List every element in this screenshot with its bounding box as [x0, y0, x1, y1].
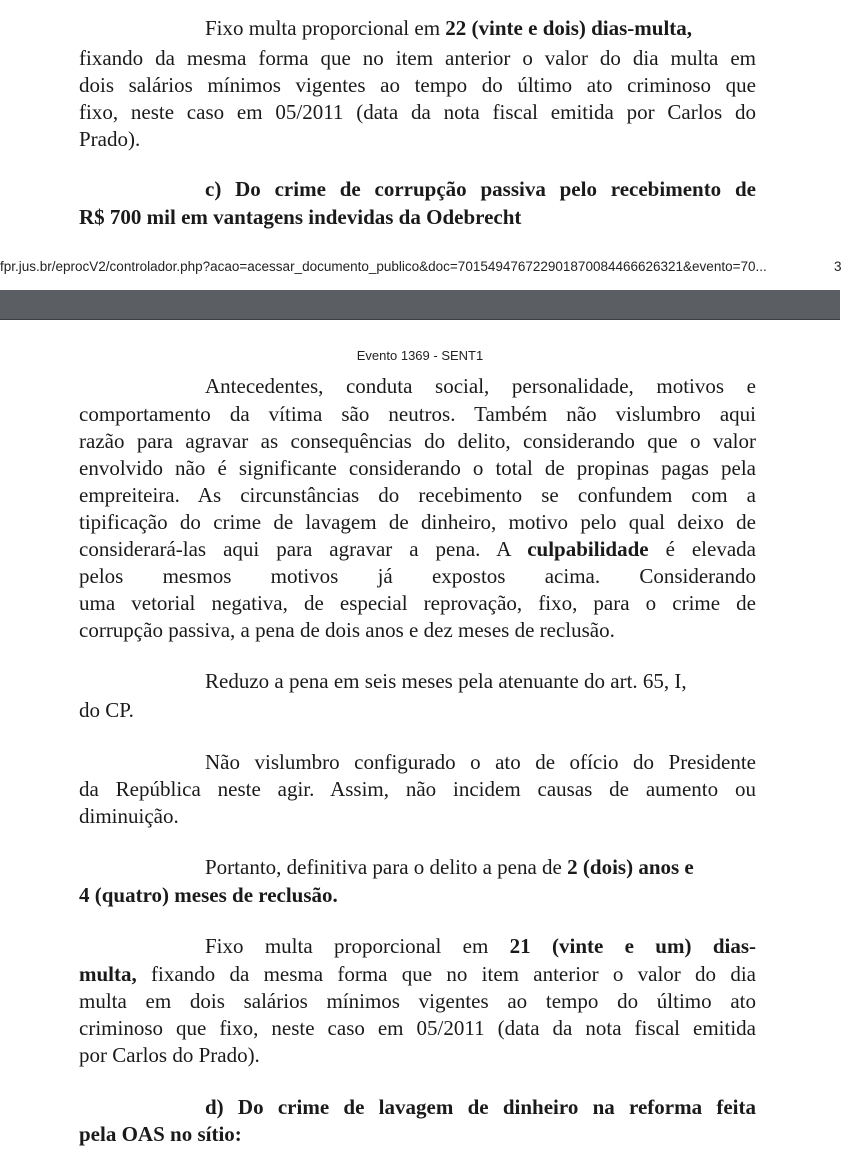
text-line	[79, 960, 756, 988]
page-url-footer	[0, 252, 840, 282]
text-line: pelos mesmos motivos já expostos acima. Considerando	[79, 564, 756, 588]
text-line: tipificação do crime de lavagem de dinheiro, motivo pelo qual deixo de	[79, 510, 756, 534]
text-line	[205, 14, 756, 42]
document-url[interactable]: fpr.jus.br/eprocV2/controlador.php?acao=acessar_documento_publico&doc=701549476722901870084466626321&evento=70...	[0, 259, 767, 274]
event-header: Evento 1369 - SENT1	[356, 348, 484, 363]
text-span: considerará-las aqui para agravar a pena. A	[79, 537, 528, 561]
bold-text: d) Do crime de lavagem de dinheiro na reforma feita	[205, 1095, 756, 1119]
text-line: por Carlos do Prado).	[79, 1043, 260, 1067]
text-line	[205, 853, 756, 881]
text-span: Fixo multa proporcional em	[205, 16, 446, 40]
text-line: Reduzo a pena em seis meses pela atenuante do art. 65, I,	[205, 669, 687, 693]
text-line: empreiteira. As circunstâncias do recebimento se confundem com a	[79, 483, 756, 507]
section-heading	[205, 1093, 756, 1121]
text-line: fixando da mesma forma que no item anterior o valor do dia multa em	[79, 46, 756, 70]
text-line: envolvido não é significante considerando o total de propinas pagas pela	[79, 456, 756, 480]
text-line: da República neste agir. Assim, não incidem causas de aumento ou	[79, 777, 756, 801]
text-line: fixo, neste caso em 05/2011 (data da nota fiscal emitida por Carlos do	[79, 100, 756, 124]
document-page	[0, 320, 840, 1164]
text-line	[79, 535, 756, 563]
text-line	[205, 932, 756, 960]
bold-text: pela OAS no sítio:	[79, 1122, 242, 1146]
bold-text: 2 (dois) anos e	[567, 855, 694, 879]
text-line: Prado).	[79, 127, 141, 151]
text-span: Fixo multa proporcional em	[205, 934, 510, 958]
text-line: criminoso que fixo, neste caso em 05/2011 (data da nota fiscal emitida	[79, 1016, 756, 1040]
bold-text: 22 (vinte e dois) dias-multa,	[445, 16, 693, 40]
text-line	[79, 881, 756, 909]
bold-text: c) Do crime de corrupção passiva pelo recebimento de	[205, 177, 756, 201]
text-line: diminuição.	[79, 804, 179, 828]
page-separator	[0, 290, 840, 322]
document-page-top	[0, 0, 840, 245]
page-number: 3	[834, 259, 842, 274]
text-span: é elevada	[648, 537, 756, 561]
text-line: razão para agravar as consequências do delito, considerando que o valor	[79, 429, 756, 453]
section-heading	[79, 1120, 756, 1148]
bold-text: multa,	[79, 962, 137, 986]
bold-text: 21 (vinte e um) dias-	[509, 934, 756, 958]
section-heading	[205, 175, 756, 203]
text-line: uma vetorial negativa, de especial reprovação, fixo, para o crime de	[79, 591, 756, 615]
bold-text: 4 (quatro) meses de reclusão.	[79, 883, 338, 907]
text-line: dois salários mínimos vigentes ao tempo do último ato criminoso que	[79, 73, 756, 97]
text-line: multa em dois salários mínimos vigentes ao tempo do último ato	[79, 989, 756, 1013]
text-span: Portanto, definitiva para o delito a pena de	[205, 855, 568, 879]
text-span: fixando da mesma forma que no item anterior o valor do dia	[136, 962, 756, 986]
section-heading	[79, 203, 756, 231]
text-line: Não vislumbro configurado o ato de ofício do Presidente	[205, 750, 756, 774]
text-line: Antecedentes, conduta social, personalidade, motivos e	[205, 374, 756, 398]
text-line: corrupção passiva, a pena de dois anos e dez meses de reclusão.	[79, 618, 615, 642]
bold-text: culpabilidade	[527, 537, 649, 561]
bold-text: R$ 700 mil em vantagens indevidas da Odebrecht	[79, 205, 522, 229]
text-line: do CP.	[79, 698, 134, 722]
text-line: comportamento da vítima são neutros. Também não vislumbro aqui	[79, 402, 756, 426]
